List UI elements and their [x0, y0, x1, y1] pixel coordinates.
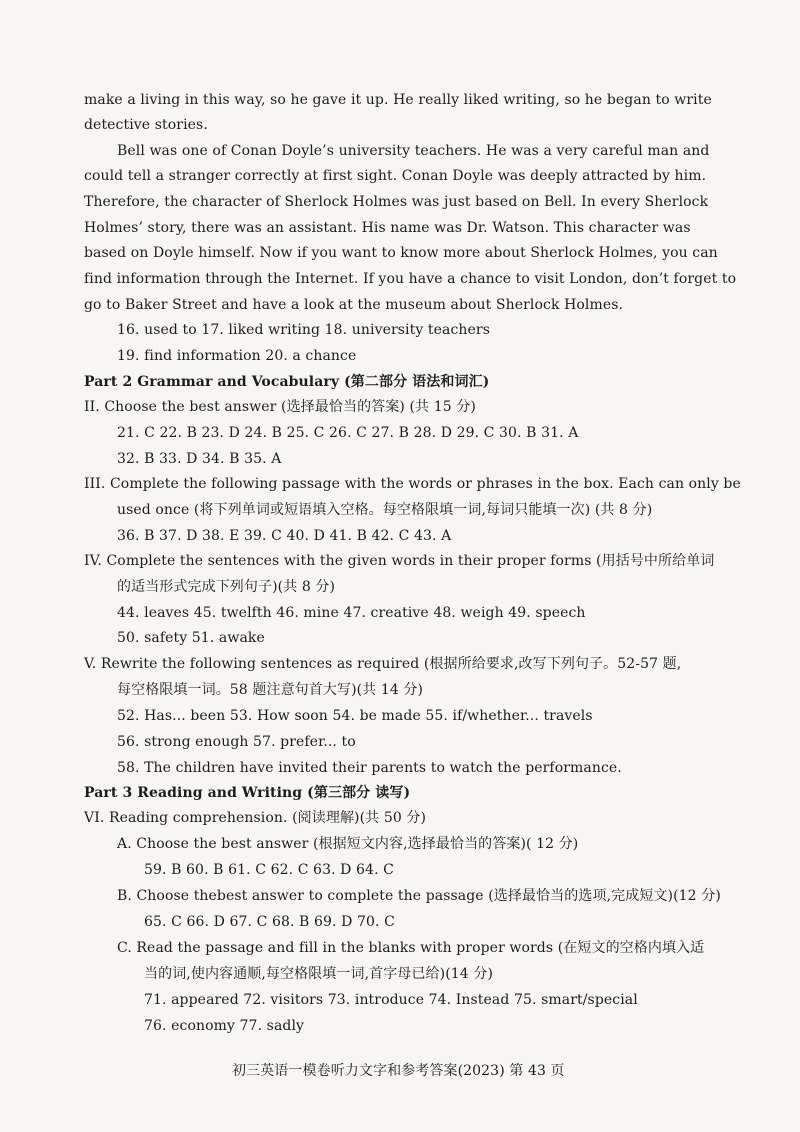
answer-line: 76. economy 77. sadly: [144, 1018, 305, 1034]
answer-line: 56. strong enough 57. prefer... to: [117, 734, 356, 750]
passage-line: go to Baker Street and have a look at the museum about Sherlock Holmes.: [84, 297, 624, 313]
answer-line: 19. find information 20. a chance: [117, 348, 357, 364]
passage-line: detective stories.: [84, 117, 208, 133]
passage-line: based on Doyle himself. Now if you want to know more about Sherlock Holmes, you can: [84, 245, 718, 261]
passage-line: Bell was one of Conan Doyle’s university teachers. He was a very careful man and: [117, 143, 710, 159]
answer-line: 32. B 33. D 34. B 35. A: [117, 451, 282, 467]
subsection-title: C. Read the passage and fill in the blanks with proper words (在短文的空格内填入适: [117, 940, 705, 956]
section-title: III. Complete the following passage with the words or phrases in the box. Each can only be: [84, 476, 741, 492]
answer-line: 58. The children have invited their parents to watch the performance.: [117, 760, 622, 776]
answer-line: 71. appeared 72. visitors 73. introduce 74. Instead 75. smart/special: [144, 992, 638, 1008]
section-title: 的适当形式完成下列句子)(共 8 分): [117, 579, 336, 595]
passage-line: Therefore, the character of Sherlock Holmes was just based on Bell. In every Sherlock: [84, 194, 709, 210]
section-title: 每空格限填一词。58 题注意句首大写)(共 14 分): [117, 682, 424, 698]
answer-line: 50. safety 51. awake: [117, 630, 265, 646]
answer-line: 59. B 60. B 61. C 62. C 63. D 64. C: [144, 862, 394, 878]
passage-line: could tell a stranger correctly at first sight. Conan Doyle was deeply attracted by him.: [84, 168, 707, 184]
answer-line: 16. used to 17. liked writing 18. university teachers: [117, 322, 490, 338]
answer-line: 21. C 22. B 23. D 24. B 25. C 26. C 27. B 28. D 29. C 30. B 31. A: [117, 425, 579, 441]
section-title: VI. Reading comprehension. (阅读理解)(共 50 分): [84, 810, 427, 826]
section-title: used once (将下列单词或短语填入空格。每空格限填一词,每词只能填一次) (共 8 分): [117, 502, 653, 518]
passage-line: find information through the Internet. If you have a chance to visit London, don’t forget to: [84, 271, 737, 287]
passage-line: Holmes’ story, there was an assistant. His name was Dr. Watson. This character was: [84, 220, 691, 236]
part-heading: Part 2 Grammar and Vocabulary (第二部分 语法和词汇): [84, 374, 490, 390]
answer-line: 36. B 37. D 38. E 39. C 40. D 41. B 42. C 43. A: [117, 528, 452, 544]
part-heading: Part 3 Reading and Writing (第三部分 读写): [84, 785, 411, 801]
answer-line: 52. Has... been 53. How soon 54. be made 55. if/whether... travels: [117, 708, 593, 724]
subsection-title: A. Choose the best answer (根据短文内容,选择最恰当的答案)( 12 分): [117, 836, 579, 852]
subsection-title: B. Choose thebest answer to complete the passage (选择最恰当的选项,完成短文)(12 分): [117, 888, 721, 904]
subsection-title: 当的词,使内容通顺,每空格限填一词,首字母已给)(14 分): [144, 966, 493, 982]
section-title: IV. Complete the sentences with the given words in their proper forms (用括号中所给单词: [84, 553, 715, 569]
answer-line: 65. C 66. D 67. C 68. B 69. D 70. C: [144, 914, 395, 930]
section-title: II. Choose the best answer (选择最恰当的答案) (共 15 分): [84, 399, 476, 415]
section-title: V. Rewrite the following sentences as required (根据所给要求,改写下列句子。52-57 题,: [84, 656, 682, 672]
answer-line: 44. leaves 45. twelfth 46. mine 47. creative 48. weigh 49. speech: [117, 605, 586, 621]
passage-line: make a living in this way, so he gave it up. He really liked writing, so he began to write: [84, 92, 712, 108]
page-footer: 初三英语一模卷听力文字和参考答案(2023) 第 43 页: [232, 1063, 565, 1079]
